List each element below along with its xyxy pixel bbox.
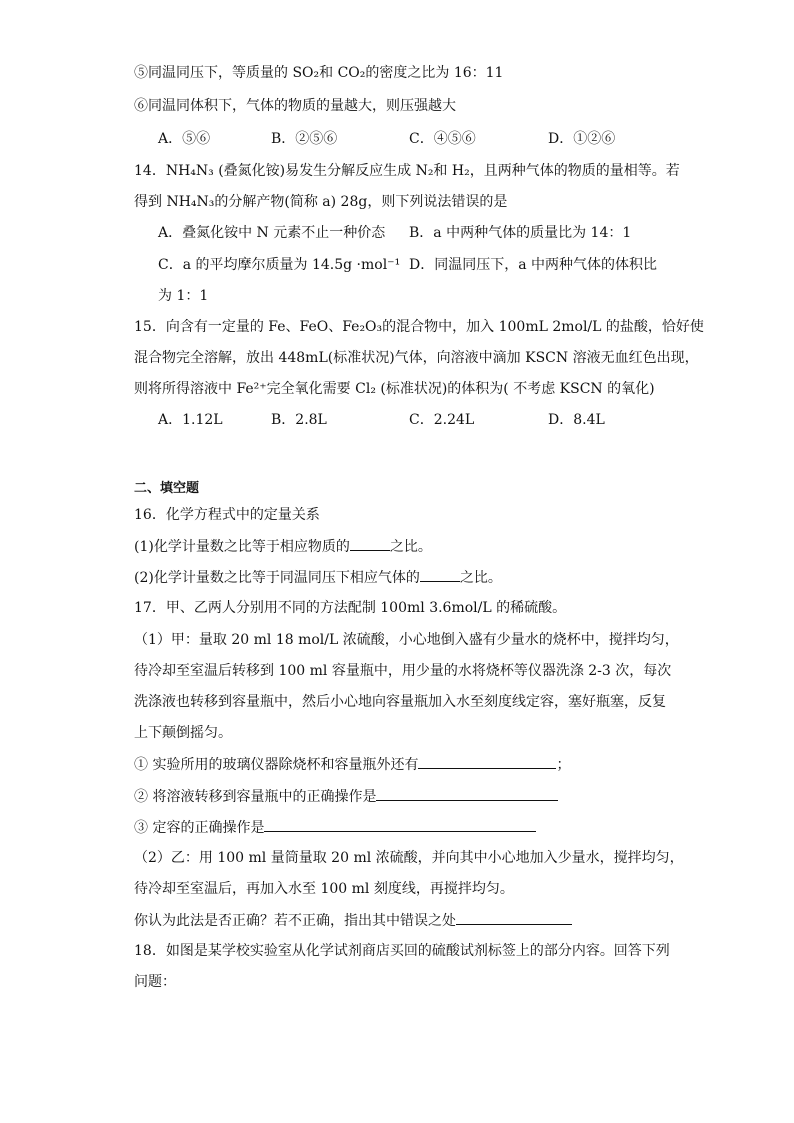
q13-option-d[interactable]: D．①②⑥ [548,131,616,147]
q17-blank-transfer[interactable] [376,786,558,801]
q17-sub1-text: ① 实验所用的玻璃仪器除烧杯和容量瓶外还有 [134,757,419,773]
q13-options [158,129,758,149]
q17-p1-line3: 洗涤液也转移到容量瓶中，然后小心地向容量瓶加入水至刻度线定容，塞好瓶塞，反复 [134,694,666,710]
q15-line2: 混合物完全溶解，放出 448mL(标准状况)气体，向溶液中滴加 KSCN 溶液无血红色出现， [134,350,699,366]
q16-blank2[interactable] [420,567,460,582]
q18-line2: 问题： [134,974,176,990]
q17-sub3 [134,817,536,838]
q15-line3: 则将所得溶液中 Fe²⁺完全氧化需要 Cl₂ (标准状况)的体积为( 不考虑 KSCN 的氧化) [134,381,655,397]
q16-blank1[interactable] [350,536,390,551]
q17-p2-line1: （2）乙：用 100 ml 量筒量取 20 ml 浓硫酸，并向其中小心地加入少量水，搅拌均匀， [134,850,684,866]
q17-sub3-text: ③ 定容的正确操作是 [134,820,265,836]
q17-p1-line1: （1）甲：量取 20 ml 18 mol/L 浓硫酸，小心地倒入盛有少量水的烧杯中，搅拌均匀， [134,632,679,648]
q15-option-a[interactable]: A．1.12L [158,412,223,428]
q17-stem: 17．甲、乙两人分别用不同的方法配制 100ml 3.6mol/L 的稀硫酸。 [134,600,567,616]
q15-options [158,410,758,430]
q15-line1: 15．向含有一定量的 Fe、FeO、Fe₂O₃的混合物中，加入 100mL 2mol/L 的盐酸，恰好使 [134,319,704,335]
q14-stem-line2: 得到 NH₄N₃的分解产物(简称 a) 28g，则下列说法错误的是 [134,194,508,210]
q16-stem: 16．化学方程式中的定量关系 [134,507,320,523]
q17-sub1 [134,754,570,775]
section-title: 二、填空题 [134,481,200,496]
q18-line1: 18．如图是某学校实验室从化学试剂商店买回的硫酸试剂标签上的部分内容。回答下列 [134,943,670,959]
q14-options-row1 [158,223,758,243]
q13-item6: ⑥同温同体积下，气体的物质的量越大，则压强越大 [134,98,456,114]
q14-option-d-cont: 为 1：1 [158,288,209,304]
q17-p1-line2: 待冷却至室温后转移到 100 ml 容量瓶中，用少量的水将烧杯等仪器洗涤 2-3 次，每次 [134,663,672,679]
q17-sub2-text: ② 将溶液转移到容量瓶中的正确操作是 [134,789,377,805]
q16-part1 [134,536,432,557]
q17-blank-volume[interactable] [264,817,536,832]
q17-blank-instruments[interactable] [418,754,556,769]
q16-part1-text: (1)化学计量数之比等于相应物质的 [134,539,350,555]
q17-p2-line3-text: 你认为此法是否正确？若不正确，指出其中错误之处 [134,913,456,929]
q17-p1-line4: 上下颠倒摇匀。 [134,725,232,741]
q16-part1-tail: 之比。 [389,539,432,555]
q15-option-b[interactable]: B．2.8L [271,412,327,428]
q13-option-c[interactable]: C．④⑤⑥ [409,131,476,147]
q14-option-c[interactable]: C．a 的平均摩尔质量为 14.5g ·mol⁻¹ [158,257,401,273]
q14-option-a[interactable]: A．叠氮化铵中 N 元素不止一种价态 [158,225,386,241]
q17-blank-error[interactable] [456,910,572,925]
q13-item5: ⑤同温同压下，等质量的 SO₂和 CO₂的密度之比为 16：11 [134,65,504,81]
q13-option-b[interactable]: B．②⑤⑥ [271,131,338,147]
q17-p2-line2: 待冷却至室温后，再加入水至 100 ml 刻度线，再搅拌均匀。 [134,881,514,897]
q15-option-c[interactable]: C．2.24L [409,412,475,428]
q16-part2-text: (2)化学计量数之比等于同温同压下相应气体的 [134,570,420,586]
q16-part2 [134,567,502,588]
q14-stem-line1: 14．NH₄N₃ (叠氮化铵)易发生分解反应生成 N₂和 H₂，且两种气体的物质的量相等。若 [134,163,680,179]
q16-part2-tail: 之比。 [459,570,502,586]
q14-options-row2 [158,255,758,275]
q17-sub2 [134,786,558,807]
q14-option-d[interactable]: D．同温同压下，a 中两种气体的体积比 [409,257,658,273]
q17-sub1-tail: ； [556,757,571,773]
q15-option-d[interactable]: D．8.4L [548,412,605,428]
q13-option-a[interactable]: A．⑤⑥ [158,131,211,147]
q17-p2-line3 [134,910,572,931]
q14-option-b[interactable]: B．a 中两种气体的质量比为 14：1 [409,225,632,241]
